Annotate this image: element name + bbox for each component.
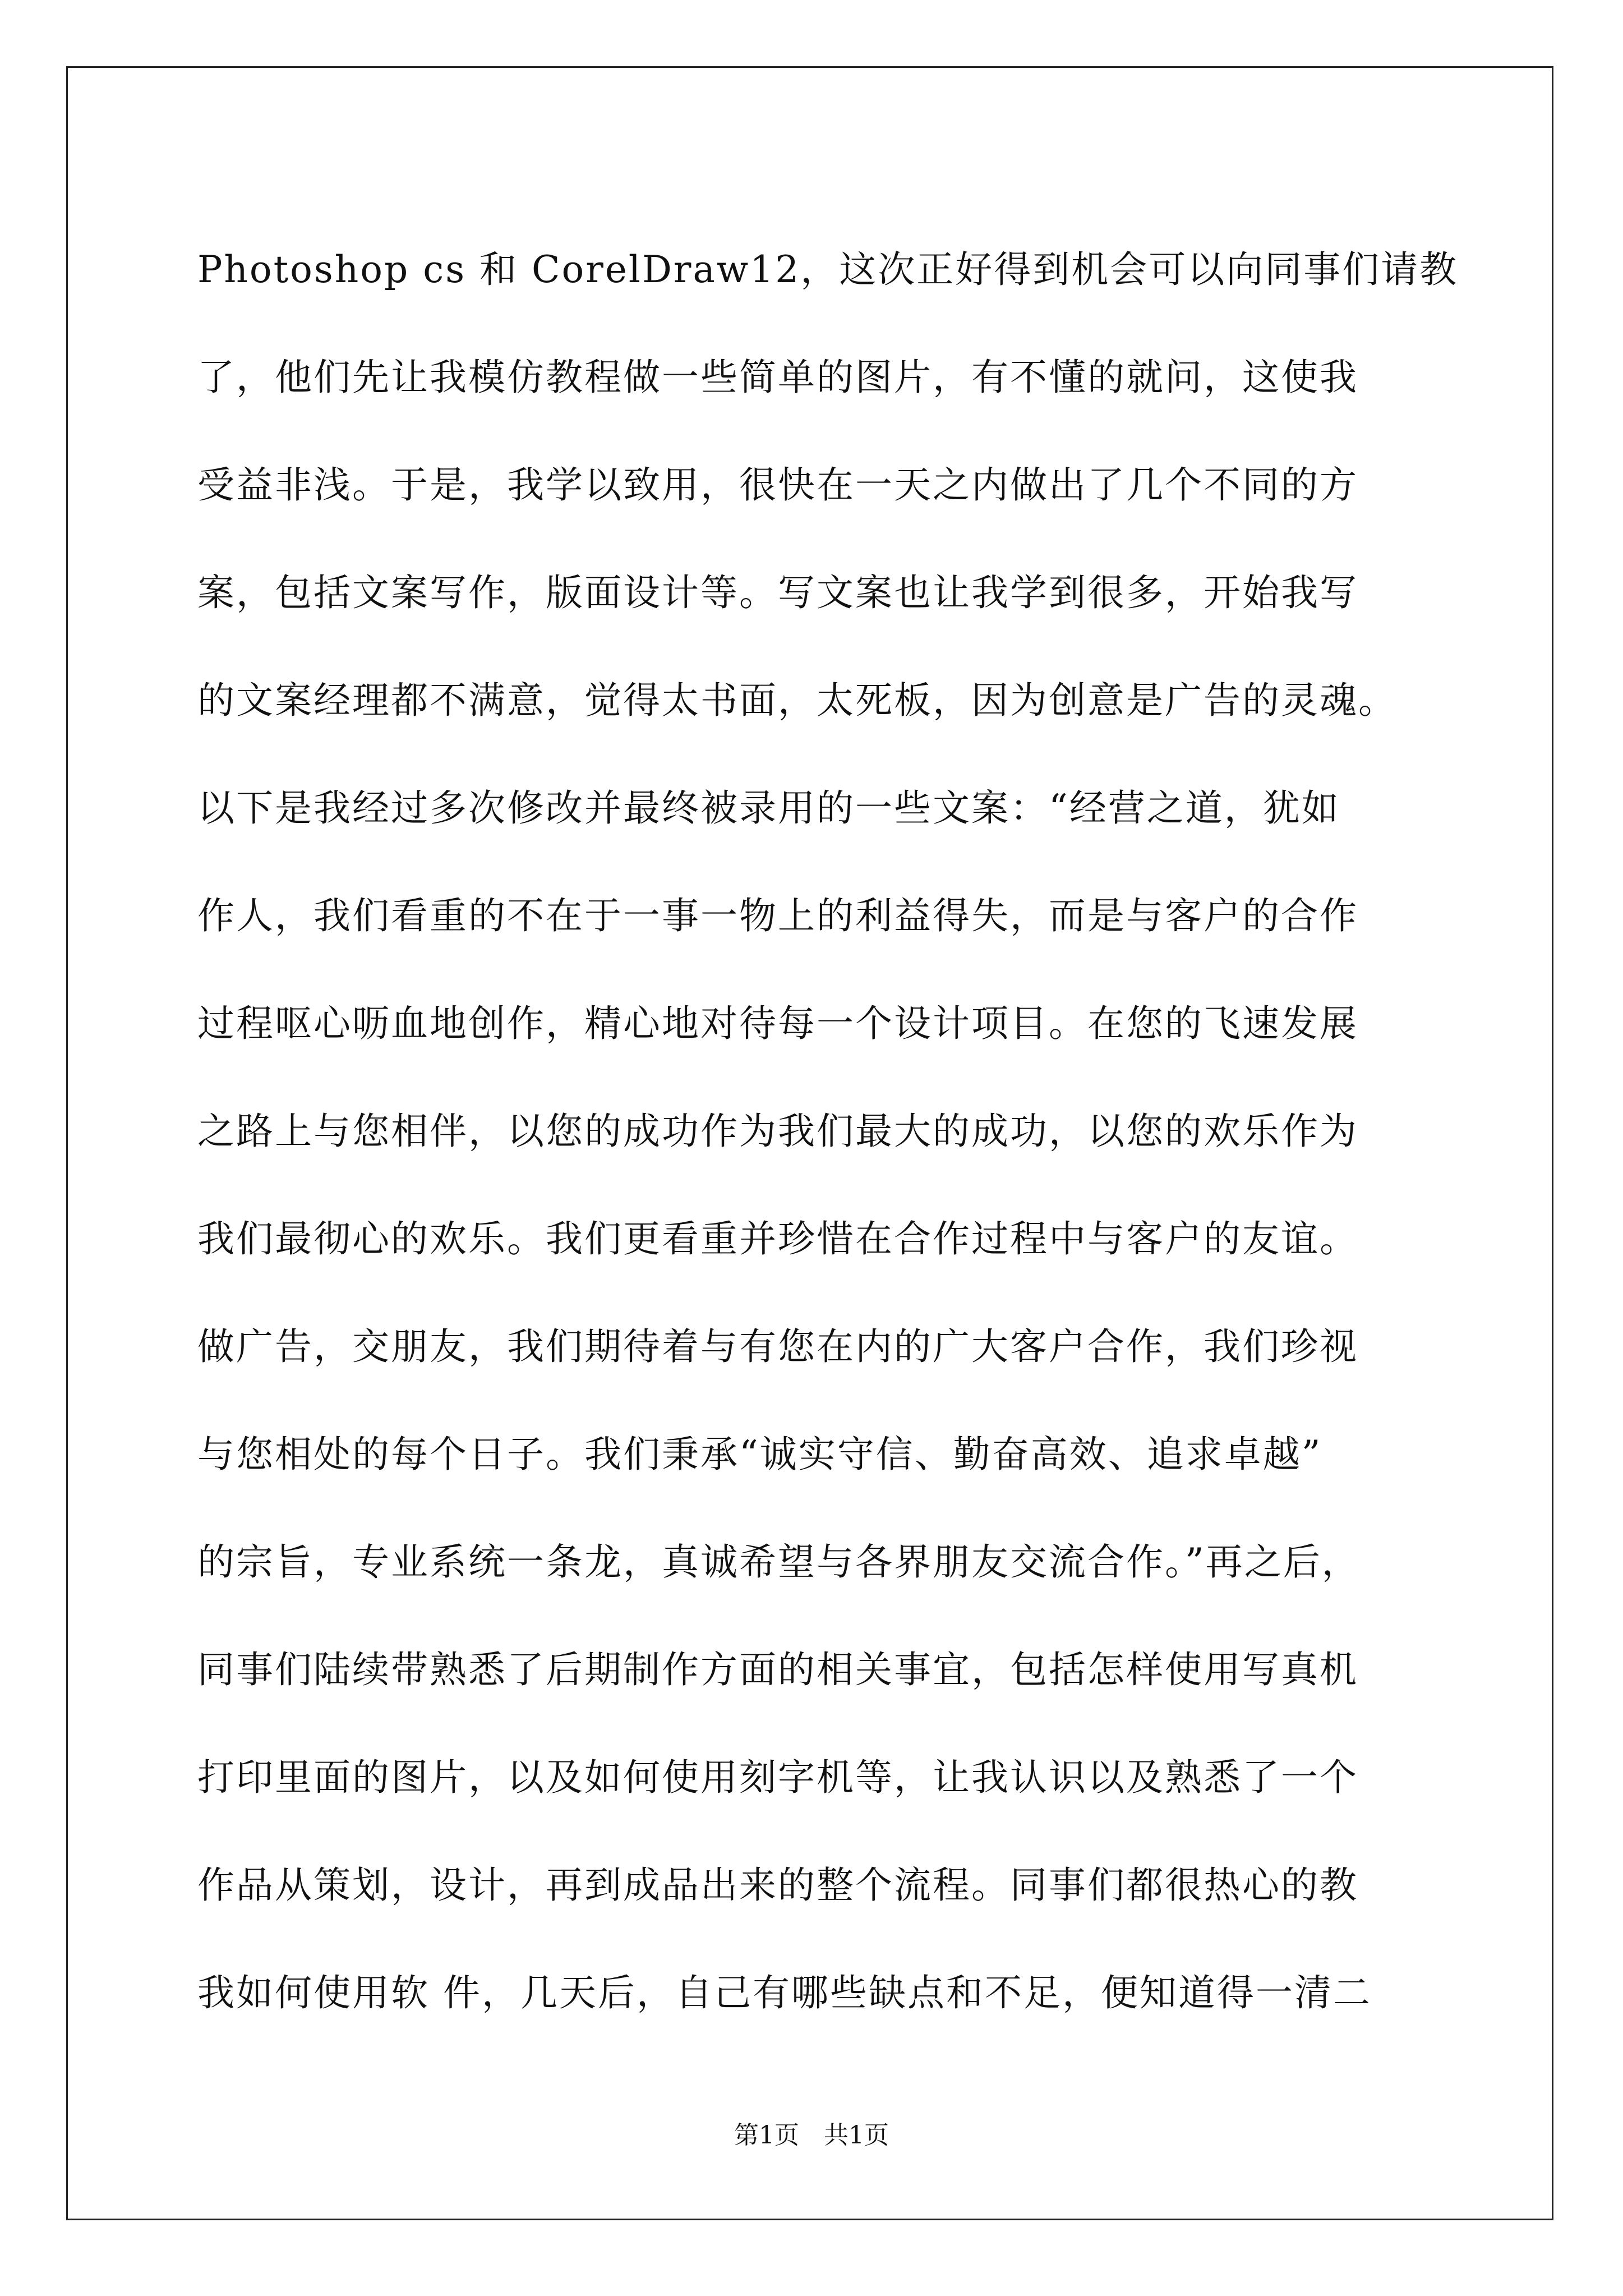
text-line: 案，包括文案写作，版面设计等。写文案也让我学到很多，开始我写 <box>197 571 1358 614</box>
text-line: 我们最彻心的欢乐。我们更看重并珍惜在合作过程中与客户的友谊。 <box>197 1217 1358 1260</box>
text-line: 同事们陆续带熟悉了后期制作方面的相关事宜，包括怎样使用写真机 <box>197 1648 1358 1691</box>
text-line: 的宗旨，专业系统一条龙，真诚希望与各界朋友交流合作。”再之后， <box>197 1540 1361 1584</box>
text-line: 过程呕心呖血地创作，精心地对待每一个设计项目。在您的飞速发展 <box>197 1002 1358 1045</box>
text-line: 作品从策划，设计，再到成品出来的整个流程。同事们都很热心的教 <box>197 1864 1358 1907</box>
text-line: 了，他们先让我模仿教程做一些简单的图片，有不懂的就问，这使我 <box>197 356 1358 399</box>
text-line: 以下是我经过多次修改并最终被录用的一些文案：“经营之道，犹如 <box>197 786 1340 830</box>
text-line: 做广告，交朋友，我们期待着与有您在内的广大客户合作，我们珍视 <box>197 1325 1358 1368</box>
text-line: 之路上与您相伴，以您的成功作为我们最大的成功，以您的欢乐作为 <box>197 1110 1358 1153</box>
text-line: 作人，我们看重的不在于一事一物上的利益得失，而是与客户的合作 <box>197 894 1358 937</box>
text-line: 受益非浅。于是，我学以致用，很快在一天之内做出了几个不同的方 <box>197 463 1358 507</box>
text-line: 与您相处的每个日子。我们秉承“诚实守信、勤奋高效、追求卓越” <box>197 1433 1322 1476</box>
text-line: 的文案经理都不满意，觉得太书面，太死板，因为创意是广告的灵魂。 <box>197 679 1397 722</box>
text-line: 打印里面的图片，以及如何使用刻字机等，让我认识以及熟悉了一个 <box>197 1756 1358 1799</box>
page-footer: 第1页 共1页 <box>734 2121 889 2150</box>
text-line: Photoshop cs 和 CorelDraw12，这次正好得到机会可以向同事们请教 <box>197 248 1459 291</box>
text-line: 我如何使用软 件，几天后，自己有哪些缺点和不足，便知道得一清二 <box>197 1971 1372 2014</box>
body-text <box>197 216 1459 2047</box>
